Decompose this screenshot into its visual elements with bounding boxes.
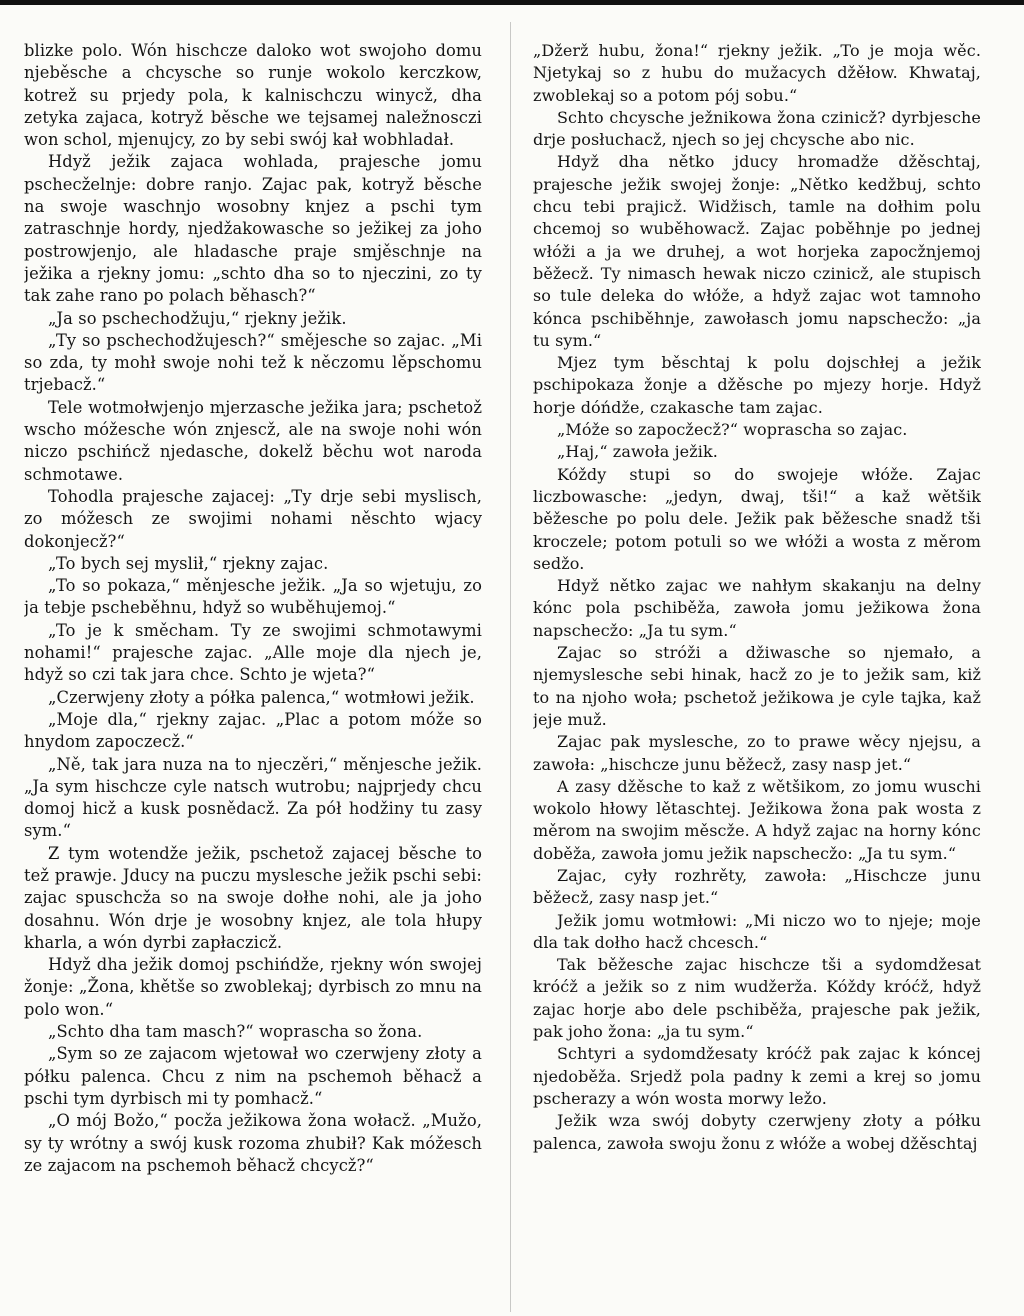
paragraph: „To so pokaza,“ měnjesche ježik. „Ja so wjetuju, zo ja tebje pscheběhnu, hdyž so wuběhujemoj.“ [24,576,482,618]
paragraph: „Moje dla,“ rjekny zajac. „Plac a potom móže so hnydom zapoczecž.“ [24,709,482,752]
left-column [24,40,482,1177]
paragraph: Zajac, cyły rozhrěty, zawoła: „Hischcze junu běžecž, zasy nasp jet.“ [533,865,981,908]
column-divider [510,22,511,1312]
paragraph: Hdyž nětko zajac we nahłym skakanju na delny kónc pola pschiběža, zawoła jomu ježikowa žona napschecžo: „Ja tu sym.“ [533,576,981,640]
top-border [0,0,1024,5]
paragraph: Hdyž dha nětko jducy hromadže džěschtaj, prajesche ježik swojej žonje: „Nětko kedžbuj, schto chcu tebi prajicž. Widžisch, tamle na dołhim polu chcemoj so wuběhowacž. Zajac poběhnje po jednej włóži a ja we druhej, a wot horjeka zapocžnjemoj běžecž. Ty nimasch hewak niczo czinicž, ale stupisch so tule deleka do włóže, a hdyž zajac wot tamnoho kónca pschiběhnje, zawołasch jomu napschecžo: „ja tu sym.“ [533,152,981,350]
paragraph: „O mój Božo,“ pocža ježikowa žona wołacž. „Mužo, sy ty wrótny a swój kusk rozoma zhubił? Kak móžesch ze zajacom na pschemoh běhacž chcycž?“ [24,1111,482,1175]
paragraph: „Ty so pschechodžujesch?“ smějesche so zajac. „Mi so zda, ty mohł swoje nohi tež k něczomu lěpschomu trjebacž.“ [24,330,482,395]
paragraph: Ježik jomu wotmłowi: „Mi niczo wo to njeje; moje dla tak dołho hacž chcesch.“ [533,910,981,952]
paragraph: A zasy džěsche to kaž z wětšikom, zo jomu wuschi wokolo hłowy lětaschtej. Ježikowa žona pak wosta z měrom na swojim měscže. A hdyž zajac na horny kónc doběža, zawoła jomu ježik napschecžo: „Ja tu sym.“ [533,776,981,863]
paragraph: Hdyž ježik zajaca wohlada, prajesche jomu pschecželnje: dobre ranjo. Zajac pak, kotryž běsche na swoje waschnjo wosobny knjez a pschi tym zatraschnje hordy, njedžakowasche so ježikej za joho postrowjenjo, ale hladasche praje smjěschnje na ježika a rjekny jomu: „schto dha so to njeczini, zo ty tak zahe rano po polach běhasch?“ [24,152,482,306]
paragraph: „Czerwjeny złoty a półka palenca,“ wotmłowi ježik. [48,687,475,707]
paragraph: Tohodla prajesche zajacej: „Ty drje sebi myslisch, zo móžesch ze swojimi nohami něschto wjacy dokonjecž?“ [24,486,482,551]
paragraph: Hdyž dha ježik domoj pschińdže, rjekny wón swojej žonje: „Žona, khětše so zwoblekaj; dyrbisch zo mnu na polo won.“ [24,955,482,1019]
paragraph: Ježik wza swój dobyty czerwjeny złoty a półku palenca, zawoła swoju žonu z włóže a wobej džěschtaj [533,1111,981,1153]
paragraph: Schtyri a sydomdžesaty króćž pak zajac k kóncej njedoběža. Srjedž pola padny k zemi a krej so jomu pscherazy a wón wosta morwy ležo. [533,1044,981,1108]
paragraph: „To bych sej myslił,“ rjekny zajac. [48,553,329,573]
paragraph: „Móže so zapocžecž?“ woprascha so zajac. [557,420,908,440]
paragraph: „To je k směcham. Ty ze swojimi schmotawymi nohami!“ prajesche zajac. „Alle moje dla njech je, hdyž so czi tak jara chce. Schto je wjeta?“ [24,620,482,685]
paragraph: Zajac pak myslesche, zo to prawe wěcy njejsu, a zawoła: „hischcze junu běžecž, zasy nasp jet.“ [533,732,981,774]
paragraph: blizke polo. Wón hischcze daloko wot swojoho domu njeběsche a chcysche so runje wokolo kerczkow, kotrež su prjedy pola, k kalnischczu winycž, dha zetyka zajaca, kotryž běsche we tejsamej naležnosczi won schol, mjenujcy, zo by sebi swój kał wobhladał. [24,41,482,150]
paragraph: „Ně, tak jara nuza na to njeczěri,“ měnjesche ježik. „Ja sym hischcze cyle natsch wutrobu; najprjedy chcu domoj hicž a kusk posnědacž. Za pół hodžiny tu zasy sym.“ [24,754,482,841]
paragraph: Kóždy stupi so do swojeje włóže. Zajac liczbowasche: „jedyn, dwaj, tši!“ a kaž wětšik běžesche po polu dele. Ježik pak běžesche snadž tši kroczele; potom potuli so we włóži a wosta z měrom sedžo. [533,464,981,573]
paragraph: Mjez tym běschtaj k polu dojschłej a ježik pschipokaza žonje a džěsche po mjezy horje. Hdyž horje dóńdže, czakasche tam zajac. [533,353,981,417]
paragraph: Tak běžesche zajac hischcze tši a sydomdžesat króćž a ježik so z nim wudžerža. Kóždy króćž, hdyž zajac horje abo dele pschiběža, prajesche pak ježik, pak joho žona: „ja tu sym.“ [533,955,981,1042]
paragraph: „Haj,“ zawoła ježik. [557,442,718,462]
paragraph: Z tym wotendže ježik, pschetož zajacej běsche to tež prawje. Jducy na puczu myslesche ježik pschi sebi: zajac spuschcža so na swoje dołhe nohi, ale ja joho dosahnu. Wón drje je wosobny knjez, ale tola hłupy kharla, a wón dyrbi zapłaczicž. [24,843,482,952]
paragraph: Schto chcysche ježnikowa žona czinicž? dyrbjesche drje posłuchacž, njech so jej chcysche abo nic. [533,107,981,150]
paragraph: „Ja so pschechodžuju,“ rjekny ježik. [48,308,347,328]
paragraph: Zajac so stróži a džiwasche so njemało, a njemyslesche sebi hinak, hacž zo je to ježik sam, kiž to na njoho woła; pschetož ježikowa je cyle tajka, kaž jeje muž. [533,643,981,729]
paragraph: „Schto dha tam masch?“ woprascha so žona. [48,1022,423,1042]
right-column [533,40,981,1155]
paragraph: „Sym so ze zajacom wjetował wo czerwjeny złoty a półku palenca. Chcu z nim na pschemoh běhacž a pschi tym dyrbisch mi ty pomhacž.“ [24,1044,482,1108]
paragraph: „Džerž hubu, žona!“ rjekny ježik. „To je moja wěc. Njetykaj so z hubu do mužacych džěłow. Khwataj, zwoblekaj so a potom pój sobu.“ [533,41,981,105]
paragraph: Tele wotmołwjenjo mjerzasche ježika jara; pschetož wscho móžesche wón znjescž, ale na swoje nohi wón niczo pschińcž njedasche, dokelž běchu wot naroda schmotawe. [24,397,482,484]
